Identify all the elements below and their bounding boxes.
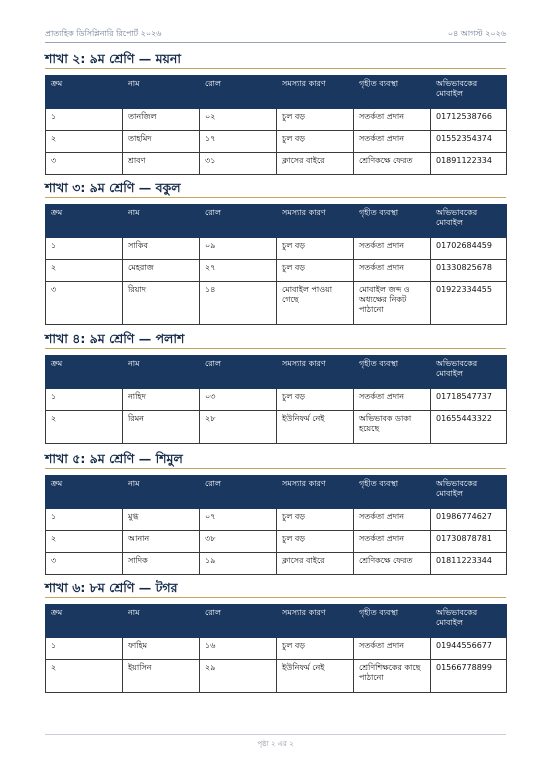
cell-mobile: 01655443322	[431, 411, 507, 444]
cell-reason: চুল বড়	[277, 131, 354, 153]
cell-serial: ১	[46, 389, 123, 411]
col-header-roll: রোল	[200, 356, 277, 389]
cell-action: সতর্কতা প্রদান	[354, 131, 431, 153]
col-header-action: গৃহীত ব্যবস্থা	[354, 205, 431, 238]
cell-reason: ক্লাসের বাইরে	[277, 153, 354, 175]
col-header-guardian-mobile: অভিভাবকের মোবাইল	[431, 476, 507, 509]
cell-action: সতর্কতা প্রদান	[354, 638, 431, 660]
col-header-guardian-mobile: অভিভাবকের মোবাইল	[431, 76, 507, 109]
cell-action: সতর্কতা প্রদান	[354, 509, 431, 531]
cell-action: সতর্কতা প্রদান	[354, 389, 431, 411]
cell-name: সাদিক	[123, 553, 200, 575]
cell-action: সতর্কতা প্রদান	[354, 238, 431, 260]
section-title: শাখা ৩: ৯ম শ্রেণি — বকুল	[45, 180, 506, 198]
cell-reason: ক্লাসের বাইরে	[277, 553, 354, 575]
cell-reason: চুল বড়	[277, 238, 354, 260]
cell-name: ইয়াসিন	[123, 660, 200, 693]
cell-roll: ১৬	[200, 638, 277, 660]
cell-mobile: 01730878781	[431, 531, 507, 553]
col-header-reason: সমস্যার কারণ	[277, 76, 354, 109]
cell-roll: ০৯	[200, 238, 277, 260]
table-row	[46, 260, 507, 282]
col-header-action: গৃহীত ব্যবস্থা	[354, 605, 431, 638]
cell-roll: ২৮	[200, 411, 277, 444]
table-row	[46, 389, 507, 411]
cell-roll: ৩১	[200, 153, 277, 175]
cell-action: শ্রেণিকক্ষে ফেরত	[354, 153, 431, 175]
cell-action: সতর্কতা প্রদান	[354, 260, 431, 282]
cell-name: মুগ্ধ	[123, 509, 200, 531]
page-header	[45, 28, 506, 43]
cell-serial: ১	[46, 509, 123, 531]
table-header-row	[46, 605, 507, 638]
cell-action: শ্রেণিশিক্ষকের কাছে পাঠানো	[354, 660, 431, 693]
cell-reason: চুল বড়	[277, 531, 354, 553]
cell-mobile: 01922334455	[431, 282, 507, 325]
col-header-reason: সমস্যার কারণ	[277, 205, 354, 238]
table-row	[46, 109, 507, 131]
table-row	[46, 509, 507, 531]
cell-name: ফাহিম	[123, 638, 200, 660]
cell-reason: চুল বড়	[277, 109, 354, 131]
col-header-serial: ক্রম	[46, 605, 123, 638]
cell-serial: ১	[46, 109, 123, 131]
cell-serial: ৩	[46, 153, 123, 175]
report-title: প্রাত্যহিক ডিসিপ্লিনারি রিপোর্ট ২০২৬	[45, 29, 162, 38]
cell-name: সাকিব	[123, 238, 200, 260]
section-title: শাখা ৬: ৮ম শ্রেণি — টগর	[45, 580, 506, 598]
discipline-table	[45, 355, 507, 444]
cell-roll: ৩৮	[200, 531, 277, 553]
cell-roll: ১৭	[200, 131, 277, 153]
section-moyna	[45, 51, 506, 175]
section-bokul	[45, 180, 506, 325]
cell-reason: চুল বড়	[277, 509, 354, 531]
cell-name: মেহরাজ	[123, 260, 200, 282]
col-header-action: গৃহীত ব্যবস্থা	[354, 476, 431, 509]
discipline-table	[45, 204, 507, 325]
col-header-reason: সমস্যার কারণ	[277, 476, 354, 509]
section-polash	[45, 331, 506, 444]
table-header-row	[46, 476, 507, 509]
cell-roll: ২৯	[200, 660, 277, 693]
cell-mobile: 01330825678	[431, 260, 507, 282]
cell-serial: ১	[46, 238, 123, 260]
cell-action: অভিভাবক ডাকা হয়েছে	[354, 411, 431, 444]
table-row	[46, 238, 507, 260]
col-header-guardian-mobile: অভিভাবকের মোবাইল	[431, 605, 507, 638]
cell-action: মোবাইল জব্দ ও অধ্যক্ষের নিকট পাঠানো	[354, 282, 431, 325]
col-header-name: নাম	[123, 76, 200, 109]
col-header-serial: ক্রম	[46, 205, 123, 238]
cell-action: শ্রেণিকক্ষে ফেরত	[354, 553, 431, 575]
cell-name: তাহমিদ	[123, 131, 200, 153]
cell-reason: চুল বড়	[277, 638, 354, 660]
cell-action: সতর্কতা প্রদান	[354, 109, 431, 131]
col-header-roll: রোল	[200, 476, 277, 509]
table-row	[46, 282, 507, 325]
cell-name: নাহিদ	[123, 389, 200, 411]
cell-reason: চুল বড়	[277, 260, 354, 282]
col-header-name: নাম	[123, 476, 200, 509]
cell-action: সতর্কতা প্রদান	[354, 531, 431, 553]
section-title: শাখা ২: ৯ম শ্রেণি — ময়না	[45, 51, 506, 69]
page-footer	[45, 734, 506, 750]
cell-serial: ৩	[46, 282, 123, 325]
table-row	[46, 638, 507, 660]
cell-serial: ২	[46, 531, 123, 553]
col-header-reason: সমস্যার কারণ	[277, 605, 354, 638]
cell-roll: ০২	[200, 109, 277, 131]
cell-roll: ০৭	[200, 509, 277, 531]
col-header-reason: সমস্যার কারণ	[277, 356, 354, 389]
cell-serial: ১	[46, 638, 123, 660]
section-title: শাখা ৫: ৯ম শ্রেণি — শিমুল	[45, 451, 506, 469]
cell-serial: ২	[46, 411, 123, 444]
table-header-row	[46, 76, 507, 109]
cell-mobile: 01944556677	[431, 638, 507, 660]
section-title: শাখা ৪: ৯ম শ্রেণি — পলাশ	[45, 331, 506, 349]
cell-mobile: 01891122334	[431, 153, 507, 175]
cell-name: তানজিল	[123, 109, 200, 131]
col-header-serial: ক্রম	[46, 476, 123, 509]
table-row	[46, 553, 507, 575]
cell-reason: মোবাইল পাওয়া গেছে	[277, 282, 354, 325]
table-header-row	[46, 356, 507, 389]
cell-name: রিমন	[123, 411, 200, 444]
col-header-guardian-mobile: অভিভাবকের মোবাইল	[431, 205, 507, 238]
col-header-action: গৃহীত ব্যবস্থা	[354, 356, 431, 389]
cell-mobile: 01986774627	[431, 509, 507, 531]
col-header-action: গৃহীত ব্যবস্থা	[354, 76, 431, 109]
col-header-name: নাম	[123, 205, 200, 238]
cell-reason: ইউনিফর্ম নেই	[277, 660, 354, 693]
table-row	[46, 411, 507, 444]
col-header-guardian-mobile: অভিভাবকের মোবাইল	[431, 356, 507, 389]
cell-serial: ২	[46, 660, 123, 693]
col-header-roll: রোল	[200, 605, 277, 638]
discipline-table	[45, 604, 507, 693]
cell-mobile: 01811223344	[431, 553, 507, 575]
cell-name: আনান	[123, 531, 200, 553]
cell-mobile: 01702684459	[431, 238, 507, 260]
cell-roll: ০৩	[200, 389, 277, 411]
discipline-table	[45, 475, 507, 575]
table-row	[46, 131, 507, 153]
table-header-row	[46, 205, 507, 238]
cell-serial: ৩	[46, 553, 123, 575]
cell-roll: ১৪	[200, 282, 277, 325]
section-togor	[45, 580, 506, 693]
col-header-serial: ক্রম	[46, 356, 123, 389]
cell-serial: ২	[46, 260, 123, 282]
cell-serial: ২	[46, 131, 123, 153]
cell-mobile: 01712538766	[431, 109, 507, 131]
table-row	[46, 153, 507, 175]
discipline-table	[45, 75, 507, 175]
cell-reason: চুল বড়	[277, 389, 354, 411]
cell-mobile: 01552354374	[431, 131, 507, 153]
page-number: পৃষ্ঠা ২ এর ২	[257, 740, 294, 748]
cell-mobile: 01566778899	[431, 660, 507, 693]
cell-name: শ্রাবণ	[123, 153, 200, 175]
col-header-name: নাম	[123, 356, 200, 389]
table-row	[46, 531, 507, 553]
col-header-name: নাম	[123, 605, 200, 638]
col-header-roll: রোল	[200, 205, 277, 238]
cell-name: রিয়াদ	[123, 282, 200, 325]
table-row	[46, 660, 507, 693]
section-shimul	[45, 451, 506, 575]
col-header-roll: রোল	[200, 76, 277, 109]
cell-roll: ২৭	[200, 260, 277, 282]
report-date: ০৪ আগস্ট ২০২৬	[447, 29, 506, 38]
cell-roll: ১৯	[200, 553, 277, 575]
cell-mobile: 01718547737	[431, 389, 507, 411]
cell-reason: ইউনিফর্ম নেই	[277, 411, 354, 444]
col-header-serial: ক্রম	[46, 76, 123, 109]
